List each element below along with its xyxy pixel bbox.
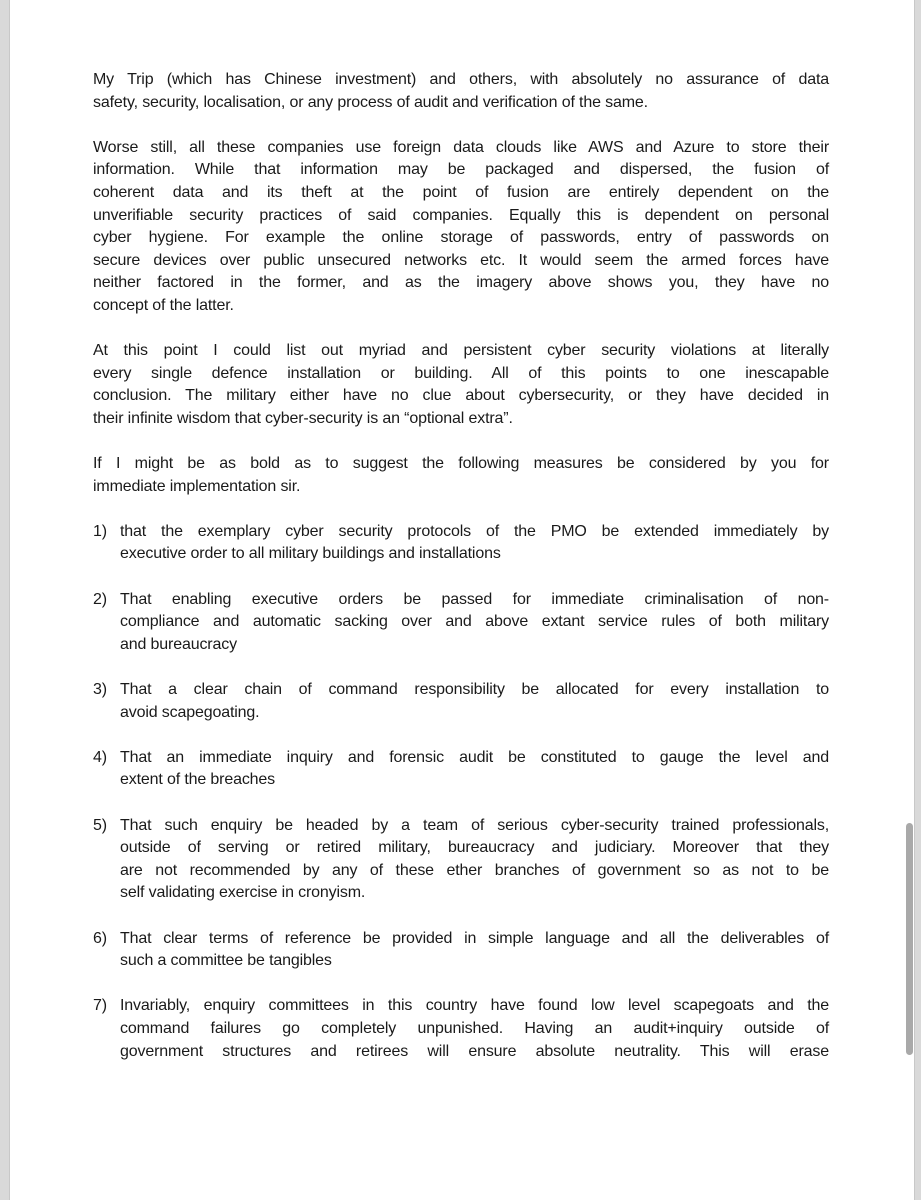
list-number: 2) [93,590,107,608]
list-number: 7) [93,997,107,1015]
text-line: concept of the latter. [93,296,234,314]
list-item [93,815,829,905]
list-item [93,589,829,657]
text-line: conclusion. The military either have no clue about cybersecurity, or they have decided in [93,387,829,405]
text-line: At this point I could list out myriad and persistent cyber security violations at literally [93,342,829,360]
text-line: every single defence installation or building. All of this points to one inescapable [93,364,829,382]
list-item [93,679,829,724]
text-line: unverifiable security practices of said companies. Equally this is dependent on personal [93,206,829,224]
text-line: Invariably, enquiry committees in this country have found low level scapegoats and the [120,997,829,1015]
page-edge-right [914,0,921,1200]
text-line: such a committee be tangibles [120,952,332,970]
text-line: outside of serving or retired military, bureaucracy and judiciary. Moreover that they [120,839,829,857]
text-line: That clear terms of reference be provided in simple language and all the deliverables of [120,929,829,947]
document-body [93,69,829,1086]
list-number: 6) [93,929,107,947]
list-number: 1) [93,522,107,540]
list-number: 5) [93,816,107,834]
text-line: secure devices over public unsecured networks etc. It would seem the armed forces have [93,251,829,269]
paragraph [93,137,829,318]
text-line: self validating exercise in cronyism. [120,884,366,902]
list-item [93,995,829,1063]
text-line: government structures and retirees will ensure absolute neutrality. This will erase [120,1042,829,1060]
text-line: coherent data and its theft at the point of fusion are entirely dependent on the [93,183,829,201]
text-line: My Trip (which has Chinese investment) and others, with absolutely no assurance of data [93,71,829,88]
text-line: executive order to all military buildings and installations [120,545,501,563]
text-line: and bureaucracy [120,635,237,653]
paragraph [93,69,829,114]
text-line: compliance and automatic sacking over and above extant service rules of both military [120,613,829,631]
text-line: safety, security, localisation, or any process of audit and verification of the same. [93,93,648,111]
text-line: If I might be as bold as to suggest the following measures be considered by you for [93,455,829,473]
text-line: That such enquiry be headed by a team of serious cyber-security trained professionals, [120,816,829,834]
list-number: 3) [93,681,107,699]
text-line: immediate implementation sir. [93,477,301,495]
text-line: extent of the breaches [120,771,276,789]
vertical-scrollbar[interactable] [906,823,913,1055]
paragraph [93,453,829,498]
text-line: command failures go completely unpunished. Having an audit+inquiry outside of [120,1019,829,1037]
text-line: that the exemplary cyber security protocols of the PMO be extended immediately by [120,522,829,540]
text-line: are not recommended by any of these ether branches of government so as not to be [120,861,829,879]
text-line: That a clear chain of command responsibility be allocated for every installation to [120,681,829,699]
page-edge-left [0,0,10,1200]
list-item [93,521,829,566]
text-line: information. While that information may be packaged and dispersed, the fusion of [93,161,829,179]
text-line: Worse still, all these companies use foreign data clouds like AWS and Azure to store their [93,138,829,156]
paragraph [93,340,829,430]
list-item [93,928,829,973]
text-line: neither factored in the former, and as the imagery above shows you, they have no [93,274,829,292]
text-line: avoid scapegoating. [120,703,260,721]
text-line: That an immediate inquiry and forensic audit be constituted to gauge the level and [120,748,829,766]
text-line: cyber hygiene. For example the online storage of passwords, entry of passwords on [93,229,829,247]
list-number: 4) [93,748,107,766]
list-item [93,747,829,792]
text-line: their infinite wisdom that cyber-security is an “optional extra”. [93,409,513,427]
text-line: That enabling executive orders be passed for immediate criminalisation of non- [120,590,829,608]
